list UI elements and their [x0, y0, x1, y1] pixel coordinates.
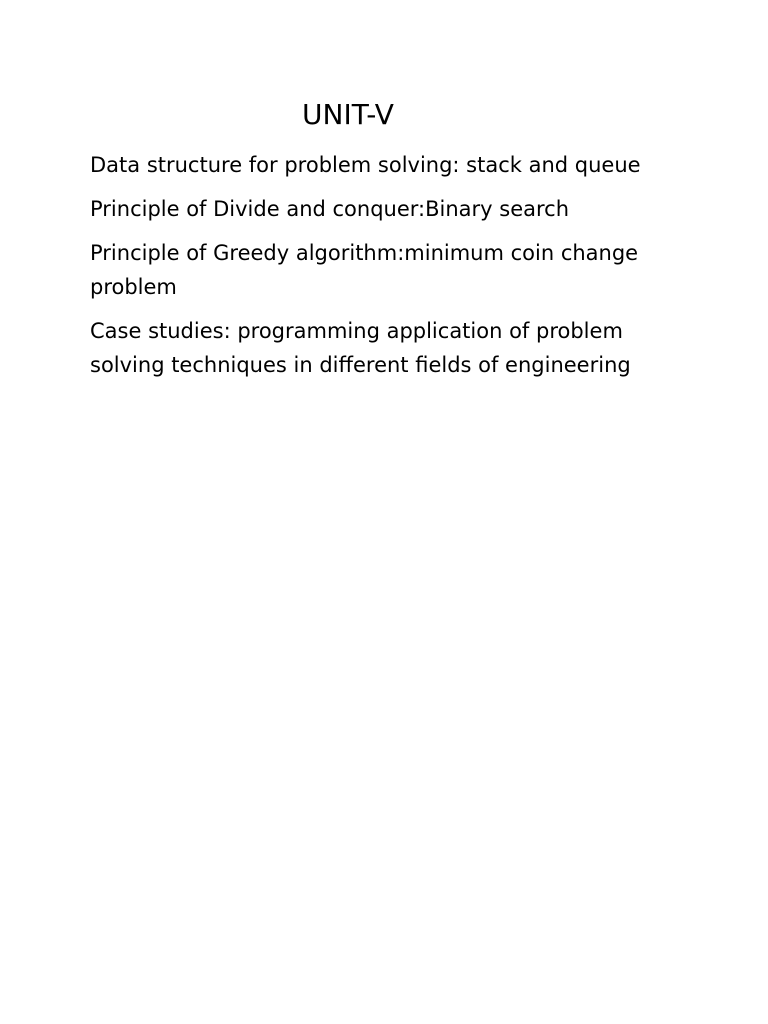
topic-divide-and-conquer: [90, 192, 650, 226]
topic-line: solving techniques in different fields of engineering: [90, 353, 631, 377]
topic-line: Case studies: programming application of problem: [90, 319, 623, 343]
topic-list: [90, 148, 650, 392]
topic-case-studies: [90, 314, 650, 382]
topic-line: Principle of Greedy algorithm:minimum coin change: [90, 241, 639, 265]
topic-data-structures: [90, 148, 650, 182]
topic-line: problem: [90, 275, 177, 299]
topic-greedy-algorithm: [90, 236, 650, 304]
topic-line: Data structure for problem solving: stack and queue: [90, 153, 641, 177]
topic-line: Principle of Divide and conquer:Binary search: [90, 197, 570, 221]
unit-title: UNIT-V: [302, 98, 394, 131]
